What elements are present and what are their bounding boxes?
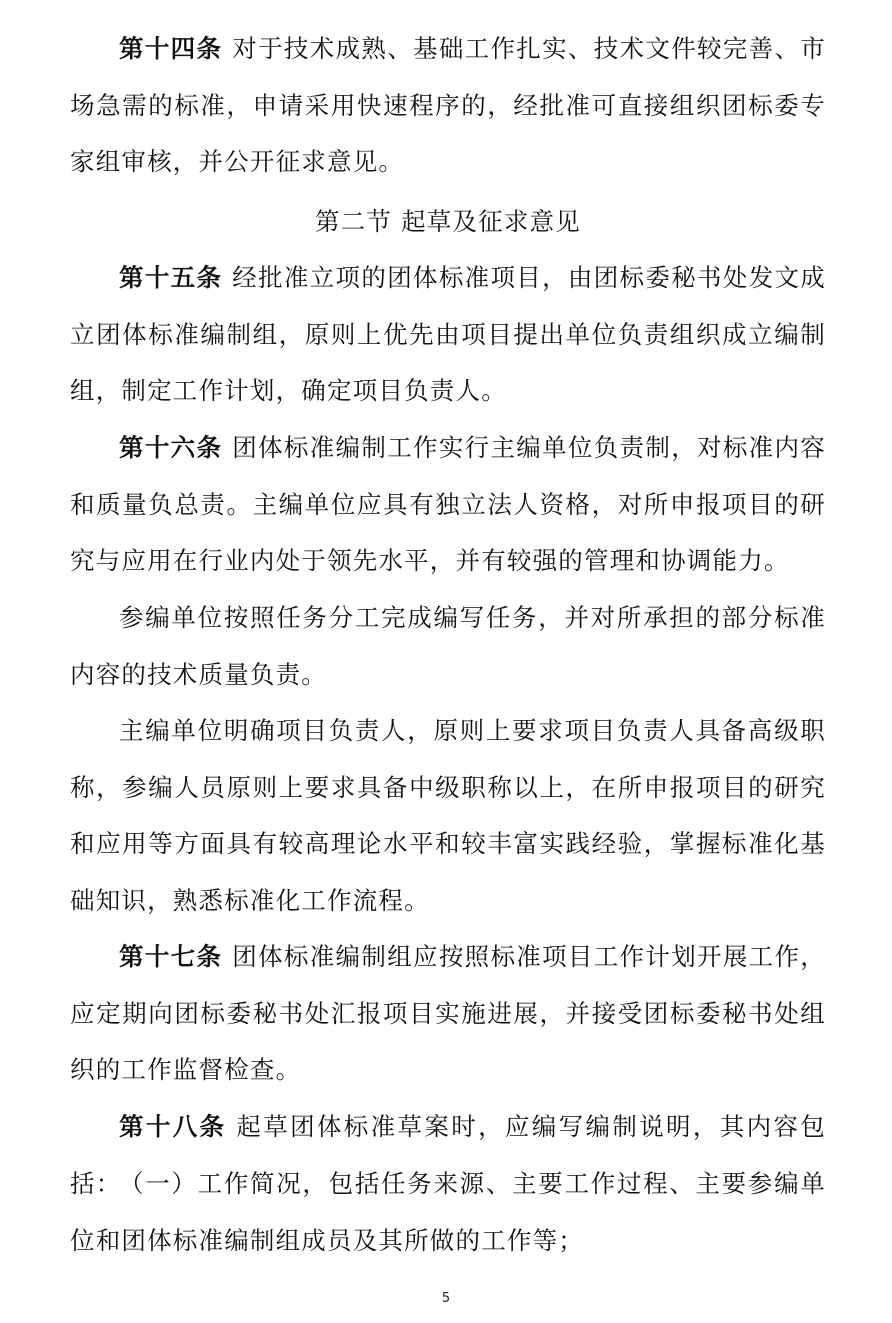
- article-14-text: 对于技术成熟、基础工作扎实、技术文件较完善、市场急需的标准，申请采用快速程序的，经批准可直接组织团标委专家组审核，并公开征求意见。: [70, 34, 826, 176]
- page-number: 5: [441, 1291, 451, 1306]
- article-17-text: 团体标准编制组应按照标准项目工作计划开展工作，应定期向团标委秘书处汇报项目实施进展，并接受团标委秘书处组织的工作监督检查。: [70, 942, 826, 1084]
- article-15-paragraph: [70, 250, 826, 420]
- article-17-label: 第十七条: [119, 942, 223, 971]
- article-14-paragraph: [70, 21, 826, 191]
- section-title: 第二节 起草及征求意见: [315, 207, 581, 236]
- article-16-paragraph: [70, 420, 826, 590]
- article-15-text: 经批准立项的团体标准项目，由团标委秘书处发文成立团体标准编制组，原则上优先由项目提出单位负责组织成立编制组，制定工作计划，确定项目负责人。: [70, 263, 826, 405]
- article-16-text: 团体标准编制工作实行主编单位负责制，对标准内容和质量负总责。主编单位应具有独立法人资格，对所申报项目的研究与应用在行业内处于领先水平，并有较强的管理和协调能力。: [70, 433, 826, 575]
- article-18-label: 第十八条: [119, 1112, 227, 1141]
- article-16-label: 第十六条: [119, 433, 223, 462]
- item-1-paragraph: （一）工作简况，包括任务来源、主要工作过程、主要参编单位和团体标准编制组成员及其所做的工作等；: [70, 1169, 826, 1255]
- article-14-label: 第十四条: [119, 34, 223, 63]
- article-17-paragraph: [70, 929, 826, 1099]
- article-18-text: 起草团体标准草案时，应编写编制说明，其内容包括：: [70, 1112, 826, 1198]
- project-leader-paragraph: 主编单位明确项目负责人，原则上要求项目负责人具备高级职称，参编人员原则上要求具备中级职称以上，在所申报项目的研究和应用等方面具有较高理论水平和较丰富实践经验，掌握标准化基础知识，熟悉标准化工作流程。: [70, 716, 826, 915]
- participating-units-paragraph: 参编单位按照任务分工完成编写任务，并对所承担的部分标准内容的技术质量负责。: [70, 603, 826, 689]
- article-15-label: 第十五条: [119, 263, 223, 292]
